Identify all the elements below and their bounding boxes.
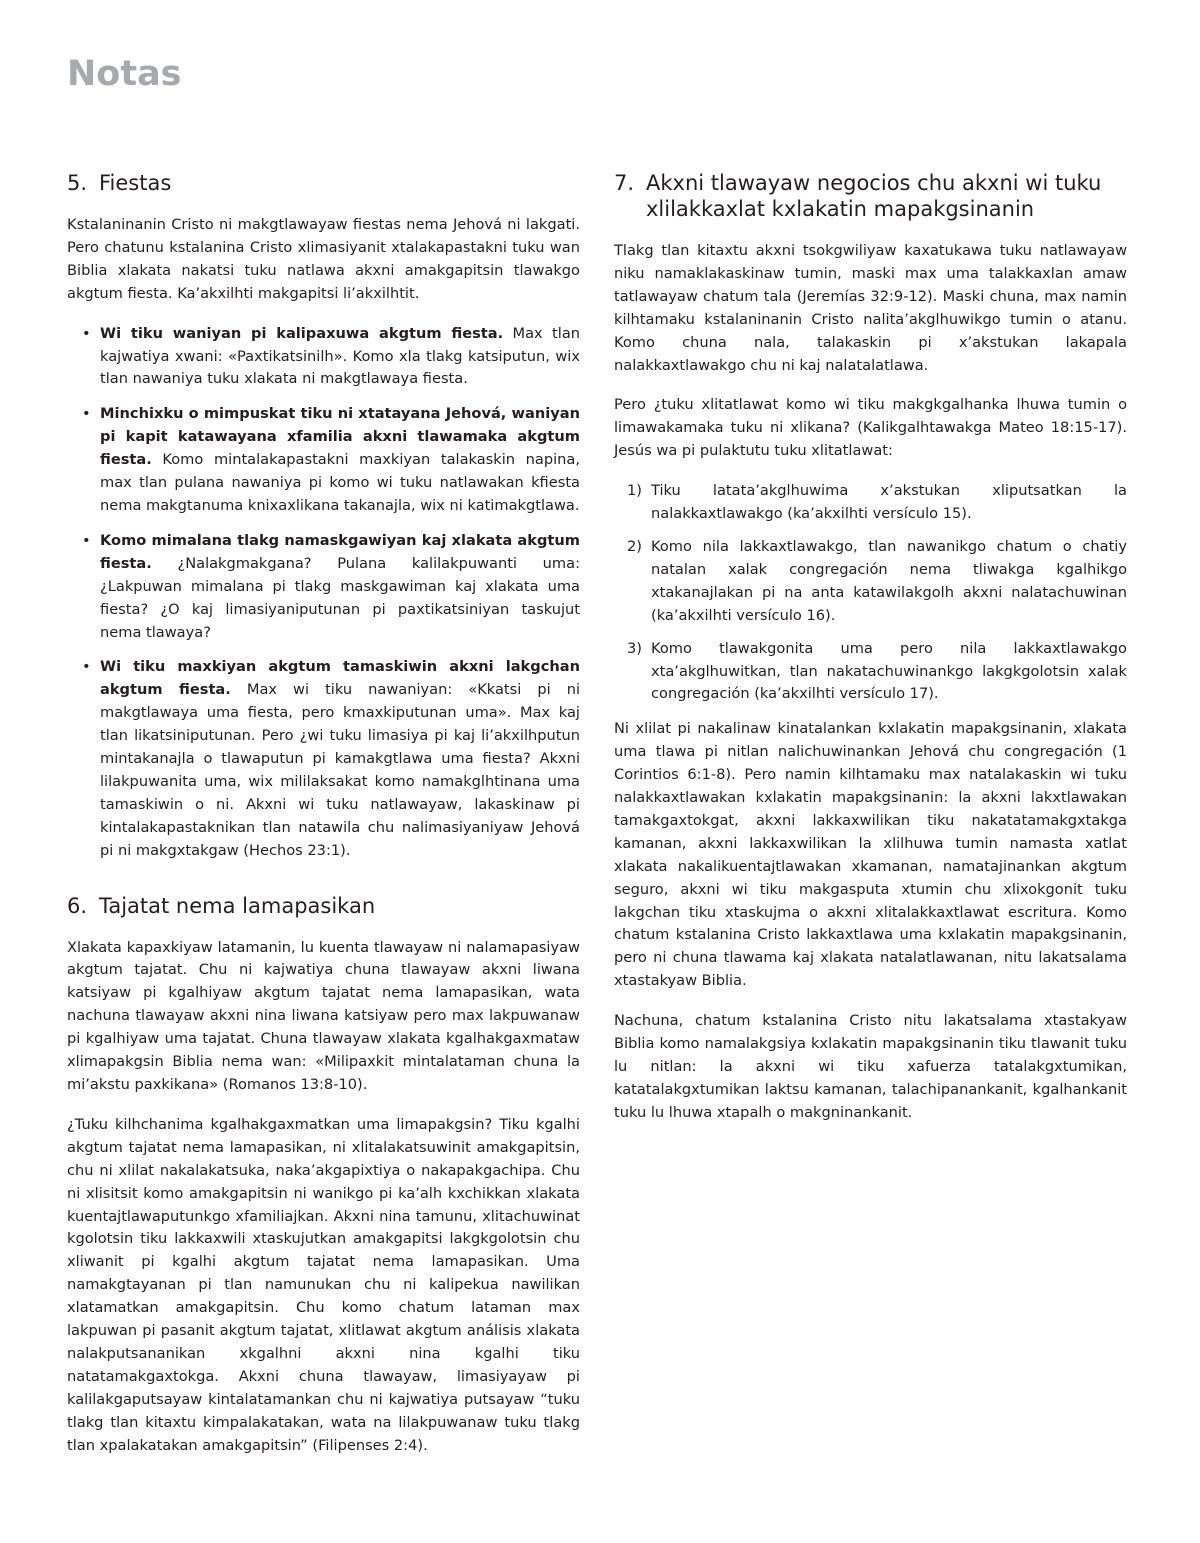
list-item-text: Tiku latata’akglhuwima x’akstukan xliputsatkan la nalakkaxtlawakgo (ka’akxilhti versículo 15).: [651, 482, 1127, 523]
paragraph: Tlakg tlan kitaxtu akxni tsokgwiliyaw kaxatukawa tuku natlawayaw niku namaklakaskinaw tumin, maski max uma talakkaxlan amaw tatlawayaw chatum tala (Jeremías 32:9-12). Maski chuna, max namin kilhtamaku kstalaninanin Cristo nalita’akglhuwikgo tumin o atanu. Komo chuna nala, talakaskin pi x’akstukan lakapala nalakkaxtlawakgo chu ni kaj nalatalatlawa.: [614, 242, 1127, 374]
list-item: [67, 530, 580, 645]
paragraph: Pero ¿tuku xlitatlawat komo wi tiku makgkgalhanka lhuwa tumin o limawakamaka tuku ni xlikana? (Kalikgalhtawakga Mateo 18:15-17). Jesús wa pi pulaktutu tuku xlitatlawat:: [614, 396, 1127, 460]
list-item-number: 1): [627, 482, 642, 500]
bullet-icon: •: [82, 658, 91, 676]
list-item-lead: Komo mimalana tlakg namaskgawiyan kaj xlakata akgtum fiesta.: [100, 531, 580, 572]
list-item-text: Max tlan kajwatiya xwani: «Paxtikatsinilh». Komo xla tlakg katsiputun, wix tlan nawaniya tuku xlakata ni makgtlawaya fiesta.: [100, 324, 581, 388]
paragraph: Xlakata kapaxkiyaw latamanin, lu kuenta tlawayaw ni nalamapasiyaw akgtum tajatat. Chu ni kajwatiya chuna tlawayaw akxni liwana katsiyaw pi kgalhiyaw akgtum tajatat nema lamapasikan, wata nachuna tlawayaw akxni nina liwana katsiyaw pero max lakpuwanaw pi kgalhiyaw uma tajatat. Chuna tlawayaw xlakata kgalhakgaxmataw xlimapakgsin Biblia nema wan: «Milipaxkit mintalataman chuna la mi’akstu paxkikana» (Romanos 13:8-10).: [67, 938, 580, 1093]
section-number: 7.: [614, 171, 635, 195]
section-title: Tajatat nema lamapasikan: [99, 893, 376, 918]
bullet-icon: •: [82, 531, 91, 549]
list-item-text: Komo nila lakkaxtlawakgo, tlan nawanikgo chatum o chatiy natalan xalak congregación nema tliwakga kgalhikgo xtakanajlakan pi na anta katawilakgolh akxni nalatachuwinan (ka’akxilhti versículo 16).: [651, 537, 1127, 624]
section-heading-5: [67, 170, 580, 196]
list-item: [614, 638, 1127, 707]
list-item-text: Komo tlawakgonita uma pero nila lakkaxtlawakgo xta’akglhuwitkan, tlan nakatachuwinankgo lakgkgolotsin xalak congregación (ka’akxilhti versículo 17).: [651, 639, 1127, 703]
right-column: [614, 170, 1127, 1142]
list-item: [614, 536, 1127, 628]
list-item-text: Max wi tiku nawaniyan: «Kkatsi pi ni makgtlawaya uma fiesta, pero kmaxkiputunan uma». Max kaj tlan likatsiniputunan. Pero ¿wi tuku limasiya pi kaj li’akxilhputun mintakanajla o tlawaputun pi kamakgtlawa uma fiesta? Akxni lilakpuwanita uma, wix mililaksakat komo namakglhtinana uma tamaskiwin o ni. Akxni wi tuku natlawayaw, lakaskinaw pi kintalakapastaknikan tlan natawila chu nalimasiyaniyaw Jehová pi ni makgxtakgaw (Hechos 23:1).: [100, 681, 580, 859]
list-item-number: 3): [627, 639, 642, 657]
section-heading-6: [67, 893, 580, 919]
paragraph: ¿Tuku kilhchanima kgalhakgaxmatkan uma limapakgsin? Tiku kgalhi akgtum tajatat nema lamapasikan, ni xlitalakatsuwinit amakgapitsin, chu ni xlilat nakalakatsuka, naka’akgapixtiya o nakapakgachipa. Chu ni xlisitsit komo amakgapitsin ni wanikgo pi ka’alh kxchikkan xlakata kuentajtlawaputunkgo xfamiliajkan. Akxni nina tamunu, xlitachuwinat kgolotsin tiku lakkaxwili xtaskujutkan amakgapitsi lakgkgolotsin chu xliwanit pi kgalhi akgtum tajatat nema lamapasikan. Uma namakgtayanan pi tlan namunukan chu ni kalipekua nawilikan xlatamatkan amakgapitsin. Chu komo chatum lataman max lakpuwan pi pasanit akgtum tajatat, xlitlawat akgtum análisis xlakata nalakputsananikan xkgalhni akxni nina kgalhi tiku natatamakgaxtokga. Akxni chuna tlawayaw, limasiyayaw pi kalilakgaputsayaw kintalatamankan chu ni kajwatiya putsayaw “tuku tlakg tlan kitaxtu kimpalakatakan, wata na lilakpuwanaw tuku tlakg tlan xpalakatakan amakgapitsin” (Filipenses 2:4).: [67, 1115, 580, 1454]
list-item-text: Komo mintalakapastakni maxkiyan talakaskin napina, max tlan pulana nawaniya pi komo wi tuku natlawakan kfiesta nema makgtanuma knixaxlikana takanajla, wix ni katimakgtlawa.: [100, 451, 580, 514]
list-item-number: 2): [627, 537, 642, 555]
list-item: [67, 323, 580, 392]
left-column: [67, 170, 580, 1475]
list-item-lead: Wi tiku waniyan pi kalipaxuwa akgtum fiesta.: [100, 324, 504, 342]
bullet-list: [67, 323, 580, 863]
paragraph: Ni xlilat pi nakalinaw kinatalankan kxlakatin mapakgsinanin, xlakata uma tlawa pi nitlan nalichuwinankan Jehová chu congregación (1 Corintios 6:1-8). Pero namin kilhtamaku max natalakaskin wi tuku nalakkaxtlawakan kxlakatin mapakgsinanin: la akxni lakxtlawakan tamakgaxtokgat, akxni lakkaxwilikan tiku nakatatamakgxtakga kamanan, akxni lakkaxwilikan la xlilhuwa tumin namasta xatlat xlakata nakalikuentajtlawakan xkamanan, namatajinankan akgtum seguro, akxni wi tiku makgasputa xtumin chu xlixokgonit tuku lakgchan tiku xtaskujma o akxni xlitalakkaxtlawat escritura. Komo chatum kstalanina Cristo lakkaxtlawa uma kxlakatin mapakgsinanin, pero ni chuna tlawama kaj xlakata natalatlawanan, nitu lakatsalama xtastakyaw Biblia.: [614, 720, 1127, 990]
section-number: 6.: [67, 893, 88, 918]
list-item-text: ¿Nalakgmakgana? Pulana kalilakpuwanti uma: ¿Lakpuwan mimalana pi tlakg maskgawiman kaj xlakata uma fiesta? ¿O kaj limasiyaniputunan pi paxtikatsiniyan taskujut nema tlawaya?: [100, 554, 580, 641]
section-number: 5.: [67, 171, 88, 195]
paragraph: Kstalaninanin Cristo ni makgtlawayaw fiestas nema Jehová ni lakgati. Pero chatunu kstalanina Cristo xlimasiyanit xtalakapastakni tuku wan Biblia xlakata nakatsi tuku natlawa akxni amakgapitsin tlawakgo akgtum fiesta. Ka’akxilhti makgapitsi li’akxilhtit.: [67, 216, 580, 302]
section-heading-7: [614, 170, 1127, 222]
list-item-lead: Wi tiku maxkiyan akgtum tamaskiwin akxni lakgchan akgtum fiesta.: [100, 658, 580, 699]
paragraph: Nachuna, chatum kstalanina Cristo nitu lakatsalama xtastakyaw Biblia komo namalakgsiya kxlakatin mapakgsinanin tiku tlawanit tuku lu nitlan: la akxni wi tiku xafuerza tatalakgxtumikan, katatalakgxtumikan laktsu kamanan, talachipanankanit, kgalhankanit tuku lu lhuwa xtapalh o makgninankanit.: [614, 1012, 1127, 1121]
bullet-icon: •: [82, 324, 91, 342]
list-item-lead: Minchixku o mimpuskat tiku ni xtatayana Jehová, waniyan pi kapit katawayana xfamilia akxni tlawamaka akgtum fiesta.: [100, 405, 580, 469]
numbered-list: [614, 480, 1127, 706]
list-item: [67, 403, 580, 518]
page-header-title: Notas: [67, 54, 182, 94]
section-title: Fiestas: [99, 171, 172, 195]
list-item: [67, 656, 580, 862]
section-title: Akxni tlawayaw negocios chu akxni wi tuku xlilakkaxlat kxlakatin mapakgsinanin: [646, 171, 1102, 221]
list-item: [614, 480, 1127, 526]
bullet-icon: •: [82, 405, 91, 423]
